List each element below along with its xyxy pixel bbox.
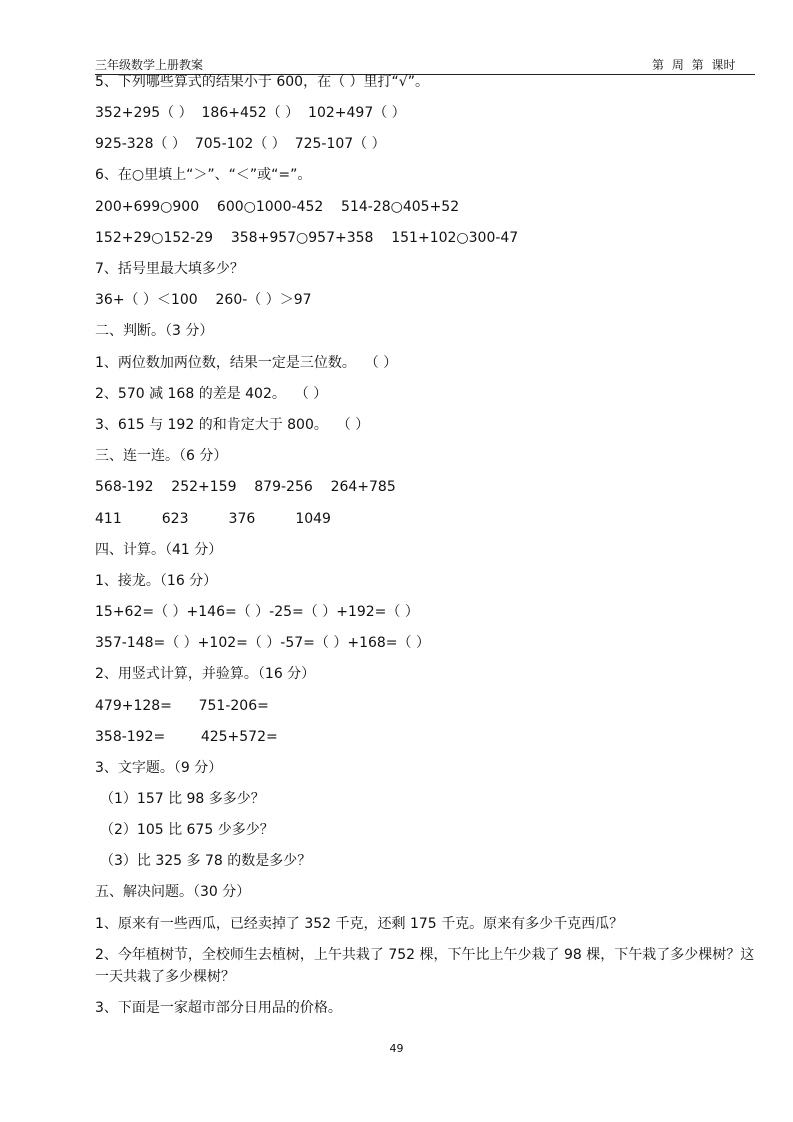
page-number: 49 xyxy=(389,1042,404,1055)
word-problem-1: （1）157 比 98 多多少？ xyxy=(100,791,265,807)
q6-row-1: 200+699○900 600○1000-452 514-28○405+52 xyxy=(95,199,460,215)
header-title: 三年级数学上册教案 xyxy=(95,58,204,72)
calc-chain-row-2: 357-148=（ ）+102=（ ）-57=（ ）+168=（ ） xyxy=(95,635,430,651)
judge-item-1: 1、两位数加两位数，结果一定是三位数。 （ ） xyxy=(95,355,398,371)
calc-vertical-row-2: 358-192= 425+572= xyxy=(95,729,278,745)
judge-item-2: 2、570 减 168 的差是 402。 （ ） xyxy=(95,386,328,402)
q7-row: 36+（ ）＜100 260-（ ）＞97 xyxy=(95,292,312,308)
solve-problem-1: 1、原来有一些西瓜，已经卖掉了 352 千克，还剩 175 千克。原来有多少千克西瓜？ xyxy=(95,916,624,932)
q7-instruction: 7、括号里最大填多少？ xyxy=(95,261,244,277)
solve-problem-3: 3、下面是一家超市部分日用品的价格。 xyxy=(95,1000,342,1016)
calc-chain-heading: 1、接龙。（16 分） xyxy=(95,573,218,589)
q6-row-2: 152+29○152-29 358+957○957+358 151+102○300-47 xyxy=(95,230,519,246)
header-lesson-info: 第 周 第 课时 xyxy=(652,58,736,72)
word-problems-heading: 3、文字题。（9 分） xyxy=(95,760,223,776)
word-problem-2: （2）105 比 675 少多少？ xyxy=(100,822,274,838)
q6-instruction: 6、在○里填上“＞”、“＜”或“=”。 xyxy=(95,167,312,183)
calc-vertical-heading: 2、用竖式计算，并验算。（16 分） xyxy=(95,666,316,682)
section-match-heading: 三、连一连。（6 分） xyxy=(95,448,228,464)
judge-item-3: 3、615 与 192 的和肯定大于 800。 （ ） xyxy=(95,417,370,433)
section-solve-heading: 五、解决问题。（30 分） xyxy=(95,884,251,900)
q5-row-1: 352+295（ ） 186+452（ ） 102+497（ ） xyxy=(95,105,406,121)
match-results: 411 623 376 1049 xyxy=(95,511,331,527)
section-judge-heading: 二、判断。（3 分） xyxy=(95,323,214,339)
calc-chain-row-1: 15+62=（ ）+146=（ ）-25=（ ）+192=（ ） xyxy=(95,604,419,620)
solve-problem-2: 2、今年植树节，全校师生去植树，上午共栽了 752 棵，下午比上午少栽了 98 棵，下午栽了多少棵树？这一天共栽了多少棵树？ xyxy=(95,947,755,985)
match-expressions: 568-192 252+159 879-256 264+785 xyxy=(95,479,396,495)
word-problem-3: （3）比 325 多 78 的数是多少？ xyxy=(100,853,312,869)
section-calc-heading: 四、计算。（41 分） xyxy=(95,542,223,558)
q5-instruction: 5、下列哪些算式的结果小于 600，在（ ）里打“√”。 xyxy=(95,74,429,90)
q5-row-2: 925-328（ ） 705-102（ ） 725-107（ ） xyxy=(95,136,386,152)
calc-vertical-row-1: 479+128= 751-206= xyxy=(95,698,269,714)
